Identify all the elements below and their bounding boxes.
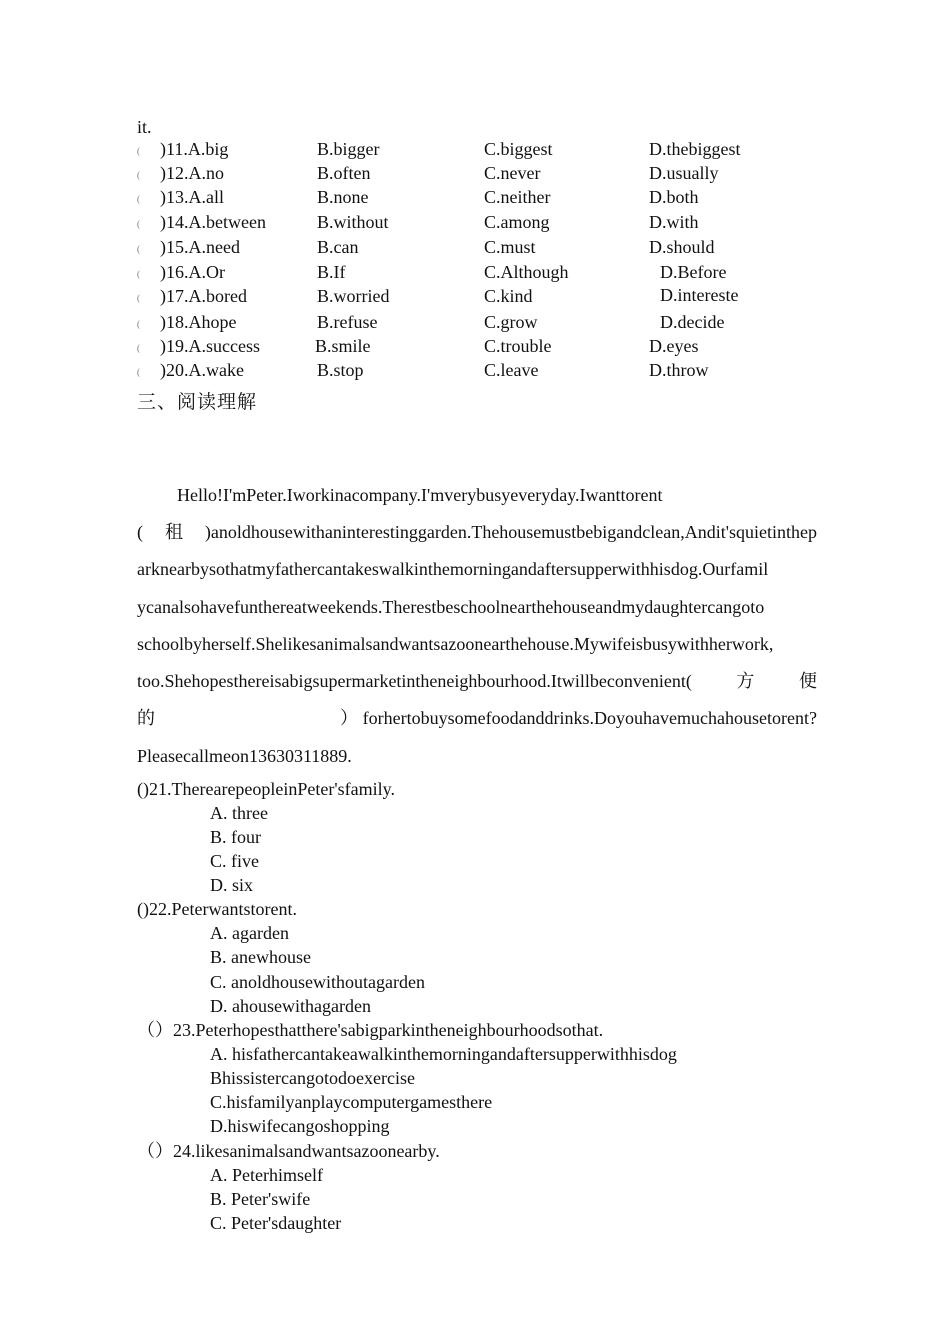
answer-option: A. agarden <box>210 923 289 943</box>
option-c: C.grow <box>484 312 538 332</box>
answer-option: C. five <box>210 851 259 871</box>
answer-option: D.hiswifecangoshopping <box>210 1116 390 1136</box>
option-c: C.kind <box>484 286 533 306</box>
question-stem: ()22.Peterwantstorent. <box>137 899 297 919</box>
answer-option: A. Peterhimself <box>210 1165 323 1185</box>
option-d: D.should <box>649 237 715 257</box>
answer-option: B. anewhouse <box>210 947 311 967</box>
option-b: B.bigger <box>317 139 380 159</box>
passage-line: Pleasecallmeon13630311889. <box>137 746 352 766</box>
paren-mark: ( <box>137 170 140 180</box>
option-d: D.thebiggest <box>649 139 741 159</box>
question-stem: （）23.Peterhopesthatthere'sabigparkintheneighbourhoodsothat. <box>137 1020 604 1040</box>
answer-option: D. ahousewithagarden <box>210 996 371 1016</box>
option-b: B.refuse <box>317 312 378 332</box>
passage-line: arknearbysothatmyfathercantakeswalkinthemorningandaftersupperwithhisdog.Ourfamil <box>137 559 769 579</box>
question-stem: ()21.TherearepeopleinPeter'sfamily. <box>137 779 395 799</box>
answer-option: B. four <box>210 827 261 847</box>
option-b: B.without <box>317 212 389 232</box>
section-heading: 三、阅读理解 <box>137 391 258 413</box>
option-b: B.often <box>317 163 371 183</box>
option-c: C.trouble <box>484 336 552 356</box>
option-b: B.worried <box>317 286 390 306</box>
option-c: C.among <box>484 212 550 232</box>
option-b: B.smile <box>315 336 371 356</box>
option-a: )11.A.big <box>160 139 229 159</box>
option-c: C.must <box>484 237 536 257</box>
option-d: D.usually <box>649 163 719 183</box>
answer-option: C. anoldhousewithoutagarden <box>210 972 425 992</box>
option-a: )13.A.all <box>160 187 224 207</box>
option-a: )16.A.Or <box>160 262 225 282</box>
passage-line: too.Shehopesthereisabigsupermarketintheneighbourhood.Itwillbeconvenient( 方 便 <box>137 671 817 691</box>
option-c: C.Although <box>484 262 569 282</box>
answer-option: Bhissistercangotodoexercise <box>210 1068 415 1088</box>
option-d: D.decide <box>660 312 725 332</box>
option-a: )18.Ahope <box>160 312 237 332</box>
option-b: B.none <box>317 187 369 207</box>
option-b: B.If <box>317 262 346 282</box>
option-c: C.never <box>484 163 541 183</box>
paren-mark: ( <box>137 219 140 229</box>
answer-option: C.hisfamilyanplaycomputergamesthere <box>210 1092 493 1112</box>
paren-mark: ( <box>137 269 140 279</box>
paren-mark: ( <box>137 343 140 353</box>
paren-mark: ( <box>137 244 140 254</box>
option-a: )17.A.bored <box>160 286 247 306</box>
option-d: D.both <box>649 187 699 207</box>
intro-fragment: it. <box>137 117 152 137</box>
paren-mark: ( <box>137 367 140 377</box>
option-a: )15.A.need <box>160 237 240 257</box>
question-stem: （）24.likesanimalsandwantsazoonearby. <box>137 1141 440 1161</box>
passage-line: ycanalsohavefunthereatweekends.Therestbeschoolnearthehouseandmydaughtercangoto <box>137 597 765 617</box>
passage-line: 的 ）forhertobuysomefoodanddrinks.Doyouhavemuchahousetorent? <box>137 708 817 728</box>
paren-mark: ( <box>137 293 140 303</box>
answer-option: C. Peter'sdaughter <box>210 1213 342 1233</box>
passage-line: Hello!I'mPeter.Iworkinacompany.I'mverybusyeveryday.Iwanttorent <box>177 485 663 505</box>
option-d: D.throw <box>649 360 709 380</box>
passage-line: schoolbyherself.Shelikesanimalsandwantsazoonearthehouse.Mywifeisbusywithherwork, <box>137 634 774 654</box>
option-d: D.eyes <box>649 336 699 356</box>
answer-option: A. three <box>210 803 268 823</box>
option-c: C.biggest <box>484 139 553 159</box>
option-a: )12.A.no <box>160 163 224 183</box>
answer-option: A. hisfathercantakeawalkinthemorningandaftersupperwithhisdog <box>210 1044 677 1064</box>
option-c: C.leave <box>484 360 539 380</box>
option-a: )20.A.wake <box>160 360 244 380</box>
option-a: )14.A.between <box>160 212 266 232</box>
paren-mark: ( <box>137 146 140 156</box>
paren-mark: ( <box>137 319 140 329</box>
passage-line: (租)anoldhousewithaninterestinggarden.Thehousemustbebigandclean,Andit'squietinthep <box>137 522 817 542</box>
answer-option: B. Peter'swife <box>210 1189 311 1209</box>
option-c: C.neither <box>484 187 551 207</box>
answer-option: D. six <box>210 875 254 895</box>
option-a: )19.A.success <box>160 336 260 356</box>
paren-mark: ( <box>137 194 140 204</box>
option-d: D.intereste <box>660 285 739 305</box>
option-b: B.stop <box>317 360 364 380</box>
option-b: B.can <box>317 237 359 257</box>
option-d: D.with <box>649 212 699 232</box>
option-d: D.Before <box>660 262 727 282</box>
